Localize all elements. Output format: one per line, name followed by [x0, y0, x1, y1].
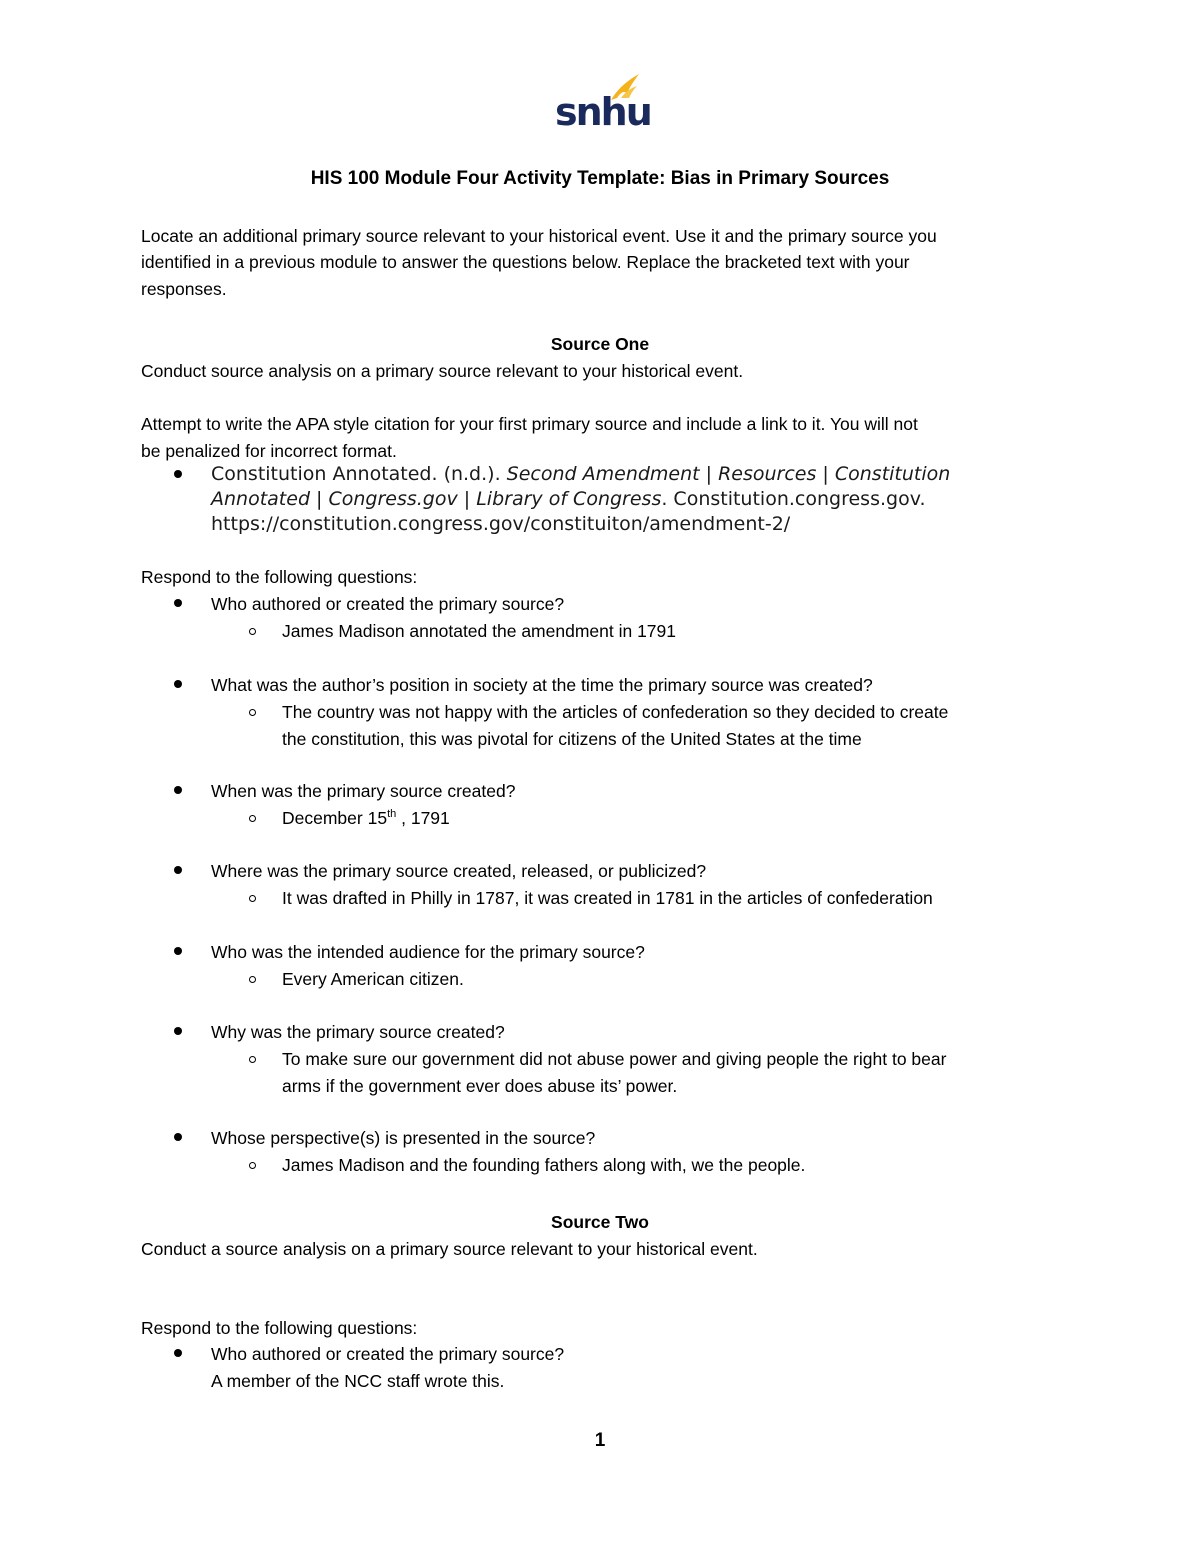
citation-line-2: [211, 487, 926, 512]
answer-6-line-1: To make sure our government did not abuse power and giving people the right to bear: [282, 1049, 947, 1069]
citation-title: Second Amendment | Resources | Constitution: [506, 463, 951, 485]
bullet-icon: [174, 599, 182, 607]
answer-3: [282, 807, 450, 829]
page-number: 1: [594, 1430, 606, 1451]
citation-publisher: . Constitution.congress.gov.: [661, 488, 926, 510]
bullet-icon: [174, 866, 182, 874]
bullet-icon: [174, 1133, 182, 1141]
bullet-icon: [174, 470, 182, 478]
question-4: Where was the primary source created, released, or publicized?: [211, 861, 707, 881]
respond-label: Respond to the following questions:: [141, 567, 418, 587]
citation-prompt-line-1: Attempt to write the APA style citation for your first primary source and include a link to it. You will not: [141, 414, 918, 434]
citation-title-cont: Annotated | Congress.gov | Library of Congress: [211, 488, 662, 510]
source-two-heading: Source Two: [551, 1212, 649, 1232]
circle-bullet-icon: [249, 628, 256, 635]
answer-3-year: , 1791: [396, 808, 450, 828]
bullet-icon: [174, 947, 182, 955]
answer-4: It was drafted in Philly in 1787, it was created in 1781 in the articles of confederation: [282, 888, 933, 908]
bullet-icon: [174, 1027, 182, 1035]
intro-line-1: Locate an additional primary source relevant to your historical event. Use it and the primary source you: [141, 226, 937, 246]
answer-3-date: December 15: [282, 808, 388, 828]
source-one-heading: Source One: [550, 334, 650, 354]
question-7: Whose perspective(s) is presented in the source?: [211, 1128, 596, 1148]
circle-bullet-icon: [249, 976, 256, 983]
question-6: Why was the primary source created?: [211, 1022, 505, 1042]
respond-label-2: Respond to the following questions:: [141, 1318, 418, 1338]
intro-line-2: identified in a previous module to answer the questions below. Replace the bracketed text with your: [141, 252, 910, 272]
bullet-icon: [174, 786, 182, 794]
question-1: Who authored or created the primary source?: [211, 594, 565, 614]
snhu-logo: [555, 72, 651, 134]
bullet-icon: [174, 1349, 182, 1357]
answer-1: James Madison annotated the amendment in 1791: [282, 621, 677, 641]
logo-text: snhu: [555, 90, 651, 134]
citation-url: https://constitution.congress.gov/constituiton/amendment-2/: [211, 513, 791, 535]
circle-bullet-icon: [249, 1162, 256, 1169]
source-two-instruction: Conduct a source analysis on a primary source relevant to your historical event.: [141, 1239, 758, 1259]
circle-bullet-icon: [249, 1056, 256, 1063]
citation-prompt-line-2: be penalized for incorrect format.: [141, 441, 397, 461]
intro-line-3: responses.: [141, 279, 227, 299]
question-3: When was the primary source created?: [211, 781, 516, 801]
answer-5: Every American citizen.: [282, 969, 464, 989]
source-one-instruction: Conduct source analysis on a primary source relevant to your historical event.: [141, 361, 744, 381]
circle-bullet-icon: [249, 815, 256, 822]
citation-text: Constitution Annotated. (n.d.).: [211, 463, 507, 485]
source-two-question-1: Who authored or created the primary source?: [211, 1344, 565, 1364]
circle-bullet-icon: [249, 709, 256, 716]
answer-2-line-1: The country was not happy with the articles of confederation so they decided to create: [282, 702, 949, 722]
answer-6-line-2: arms if the government ever does abuse its’ power.: [282, 1076, 678, 1096]
answer-3-suffix: th: [387, 808, 397, 821]
citation-line-1: [211, 462, 950, 487]
question-5: Who was the intended audience for the primary source?: [211, 942, 645, 962]
answer-7: James Madison and the founding fathers along with, we the people.: [282, 1155, 806, 1175]
bullet-icon: [174, 680, 182, 688]
circle-bullet-icon: [249, 895, 256, 902]
question-2: What was the author’s position in society at the time the primary source was created?: [211, 675, 873, 695]
answer-2-line-2: the constitution, this was pivotal for citizens of the United States at the time: [282, 729, 862, 749]
document-title: HIS 100 Module Four Activity Template: Bias in Primary Sources: [310, 168, 890, 189]
source-two-answer-1: A member of the NCC staff wrote this.: [211, 1371, 505, 1391]
